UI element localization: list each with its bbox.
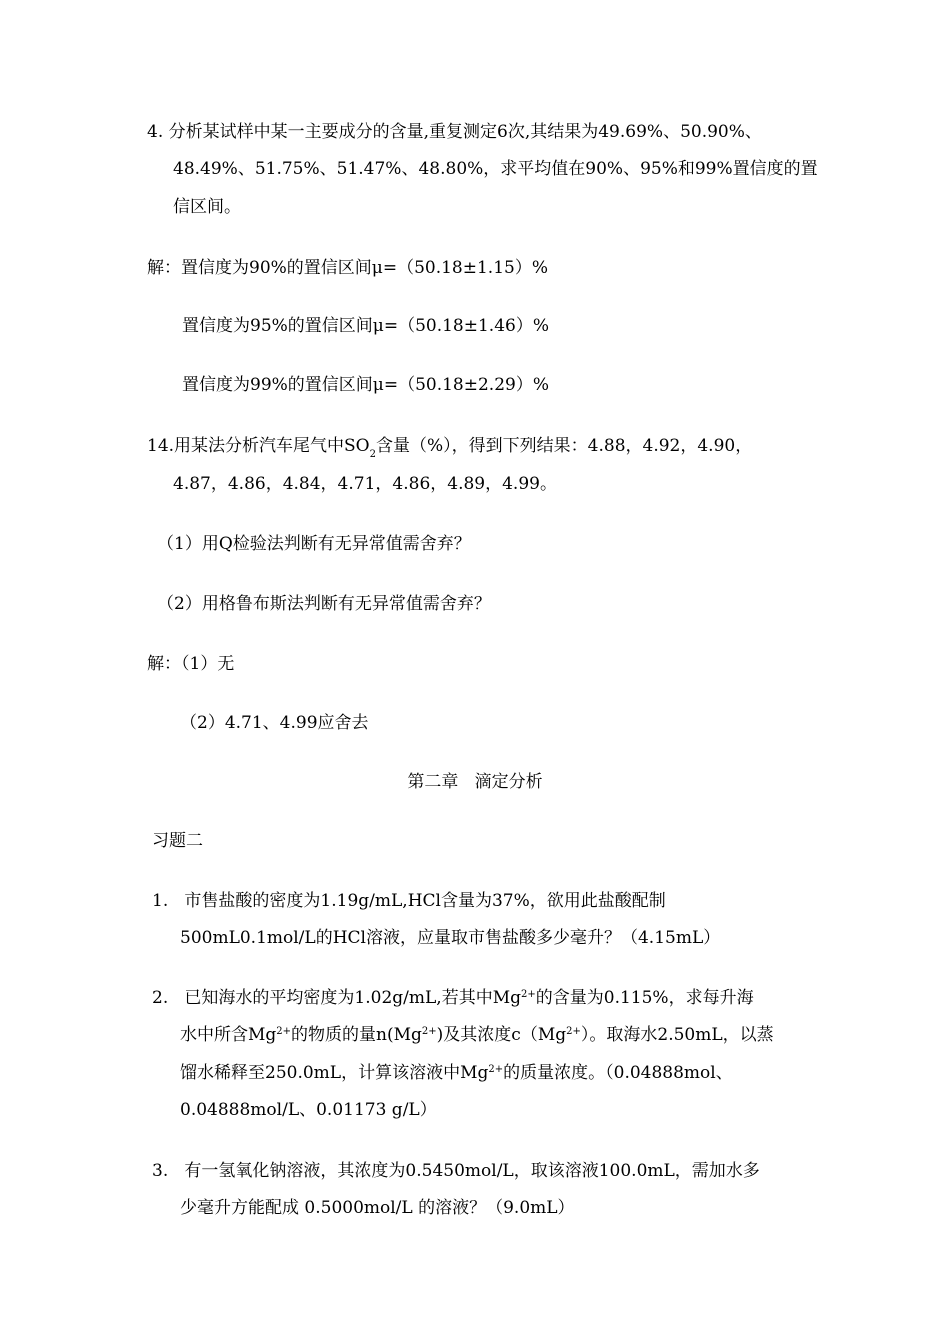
mg-charge-superscript: 2+ — [566, 1026, 581, 1037]
mg-charge-superscript: 2+ — [421, 1026, 437, 1037]
q14-answer-line-1: 解：（1）无 — [147, 654, 235, 674]
chapter-title — [0, 770, 950, 794]
q14-line-2: 4.87，4.86，4.84，4.71，4.86，4.89，4.99。 — [173, 474, 557, 494]
mg-charge-superscript: 2+ — [488, 1064, 504, 1075]
ex2-line-1 — [152, 986, 754, 1010]
ex2-line-3 — [180, 1061, 733, 1085]
q14-part-2: （2）用格鲁布斯法判断有无异常值需舍弃？ — [157, 594, 491, 614]
q4-answer-line-2: 置信度为95%的置信区间μ=（50.18±1.46）% — [182, 316, 549, 336]
mg-charge-superscript: 2+ — [521, 989, 536, 1000]
q14-line-1-rest: 含量（%），得到下列结果：4.88，4.92，4.90， — [376, 436, 753, 456]
q4-line-2: 48.49%、51.75%、51.47%、48.80%，求平均值在90%、95%和99%置信度的置 — [173, 159, 818, 179]
q14-answer-line-2: （2）4.71、4.99应舍去 — [180, 713, 369, 733]
ex2-line-2-text-a: 水中所含Mg — [180, 1025, 277, 1045]
ex2-line-1-rest: 的含量为0.115%，求每升海 — [535, 988, 754, 1008]
chapter-title-text: 第二章 滴定分析 — [407, 772, 543, 792]
ex2-line-3-text-b: 的质量浓度。（0.04888mol、 — [503, 1063, 733, 1083]
ex1-line-2: 500mL0.1mol/L的HCl溶液，应量取市售盐酸多少毫升？（4.15mL） — [180, 928, 721, 948]
ex2-line-2-text-b: 的物质的量n(Mg — [291, 1025, 422, 1045]
exercise-heading: 习题二 — [152, 831, 203, 851]
q4-answer-line-3: 置信度为99%的置信区间μ=（50.18±2.29）% — [182, 375, 549, 395]
mg-charge-superscript: 2+ — [276, 1026, 292, 1037]
so2-subscript: 2 — [369, 449, 376, 460]
ex2-line-4: 0.04888mol/L、0.01173 g/L） — [180, 1100, 437, 1120]
ex2-line-2-text-c: )及其浓度c（Mg — [436, 1025, 567, 1045]
q4-line-3: 信区间。 — [173, 197, 241, 217]
q14-part-1: （1）用Q检验法判断有无异常值需舍弃？ — [157, 534, 471, 554]
q4-line-1: 4. 分析某试样中某一主要成分的含量,重复测定6次,其结果为49.69%、50.90%、 — [147, 122, 762, 142]
q14-line-1 — [147, 434, 752, 458]
ex2-line-1-text: 2. 已知海水的平均密度为1.02g/mL,若其中Mg — [152, 988, 521, 1008]
ex1-line-1: 1. 市售盐酸的密度为1.19g/mL,HCl含量为37%，欲用此盐酸配制 — [152, 891, 666, 911]
ex2-line-2 — [180, 1023, 774, 1047]
q4-answer-line-1: 解：置信度为90%的置信区间μ=（50.18±1.15）% — [147, 258, 548, 278]
ex2-line-2-text-d: ）。取海水2.50mL，以蒸 — [580, 1025, 774, 1045]
ex2-line-3-text-a: 馏水稀释至250.0mL，计算该溶液中Mg — [180, 1063, 489, 1083]
ex3-line-2: 少毫升方能配成 0.5000mol/L 的溶液？（9.0mL） — [180, 1198, 575, 1218]
ex3-line-1: 3. 有一氢氧化钠溶液，其浓度为0.5450mol/L，取该溶液100.0mL，需加水多 — [152, 1161, 760, 1181]
q14-line-1-text: 14.用某法分析汽车尾气中SO — [147, 436, 370, 456]
